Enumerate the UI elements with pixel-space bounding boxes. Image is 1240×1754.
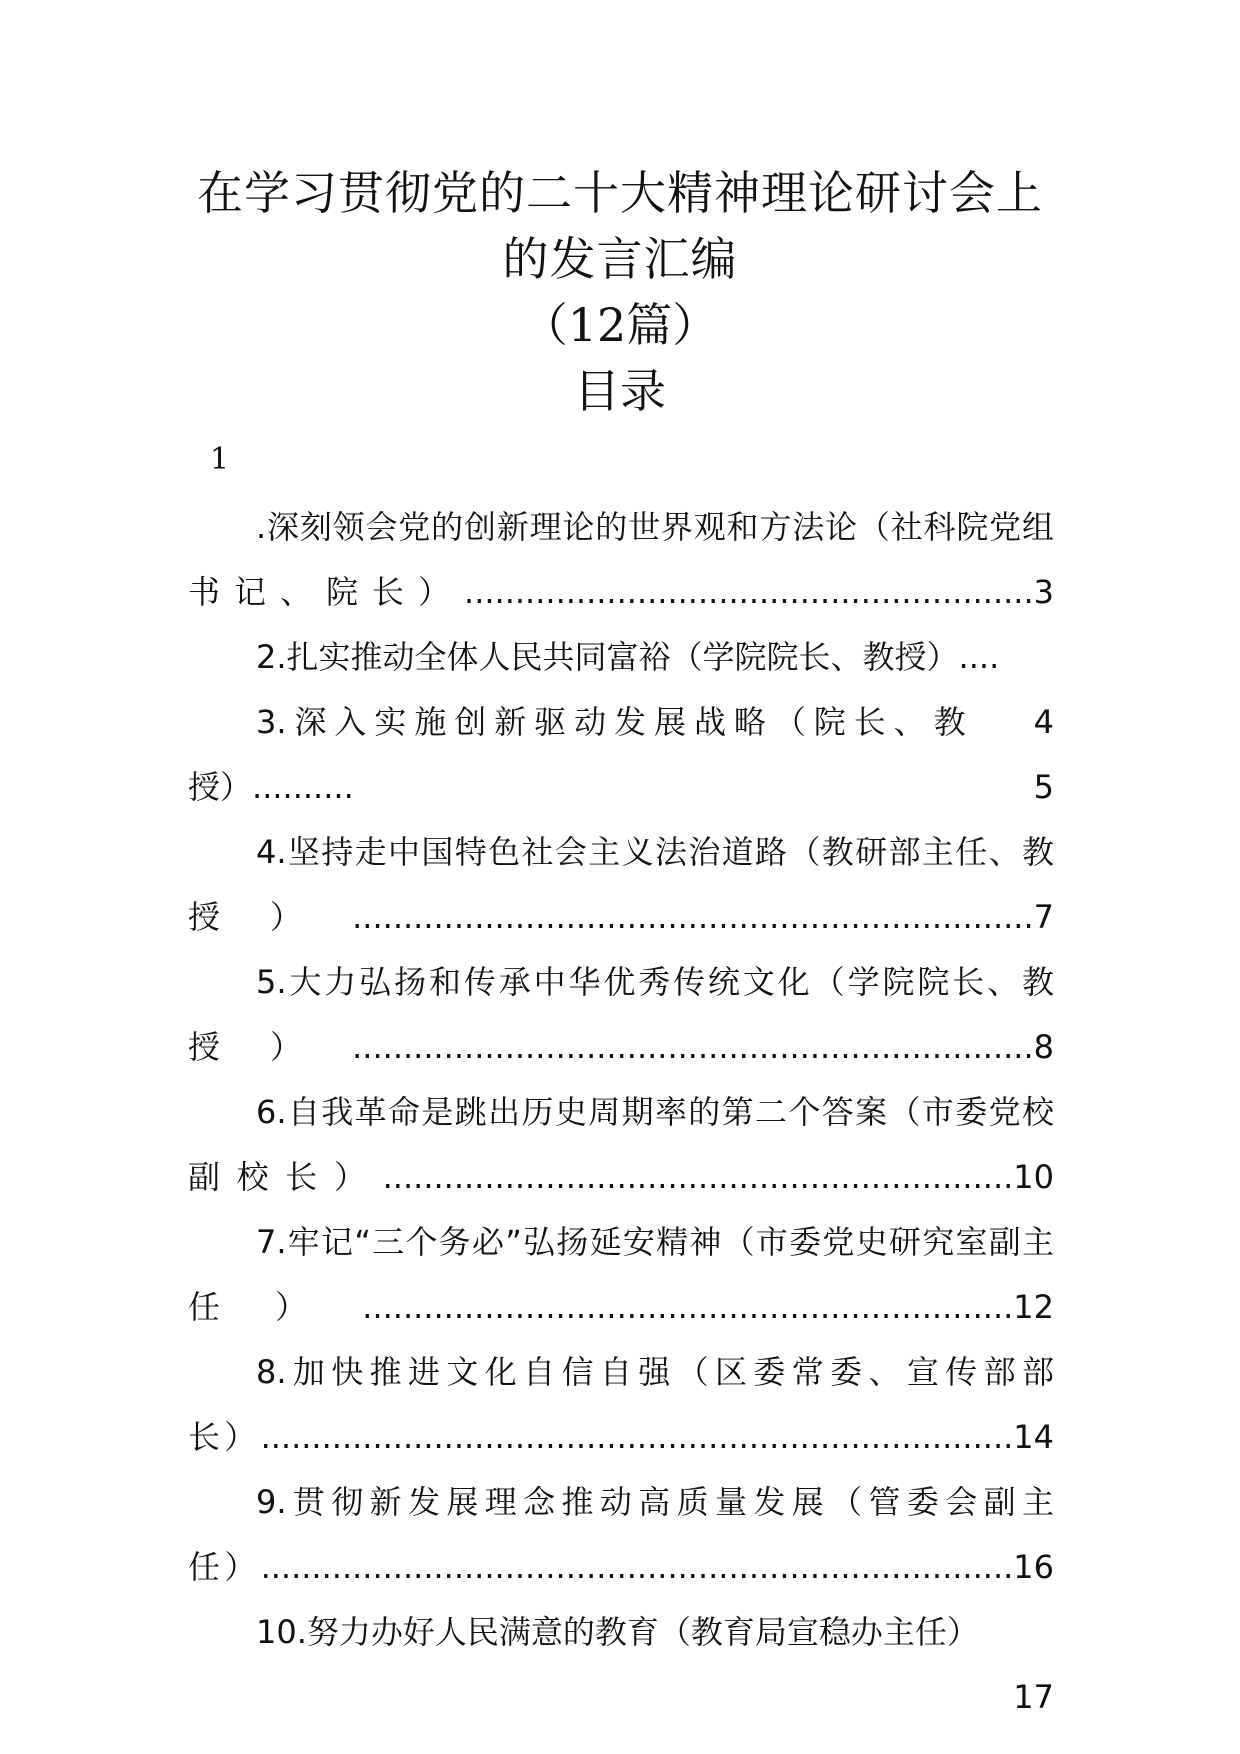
article-count — [0, 292, 1240, 358]
toc-entry-2[interactable]: 2.扎实推动全体人民共同富裕（学院院长、教授）.... 4 — [188, 625, 1054, 690]
table-of-contents — [188, 495, 1054, 1730]
toc-page-number: 3 — [1033, 573, 1054, 611]
toc-page-number: 14 — [1013, 1418, 1054, 1456]
title-block — [0, 160, 1240, 424]
toc-page-number: 10 — [1013, 1158, 1054, 1196]
toc-entry-5[interactable]: 5.大力弘扬和传承中华优秀传统文化（学院院长、教授）...................................................................8 — [188, 963, 1054, 1066]
toc-page-number: 16 — [1013, 1548, 1054, 1586]
toc-entry-10[interactable]: 10.努力办好人民满意的教育（教育局宣稳办主任） 17 — [188, 1600, 1054, 1665]
toc-heading: 目录 — [574, 364, 666, 418]
toc-page-number: 7 — [1033, 898, 1054, 936]
toc-entry-9[interactable]: 9.贯彻新发展理念推动高质量发展（管委会副主任）..........................................................................16 — [188, 1483, 1054, 1586]
toc-entry-4[interactable]: 4.坚持走中国特色社会主义法治道路（教研部主任、教授）...................................................................7 — [188, 833, 1054, 936]
toc-page-number: 4 — [1033, 703, 1054, 741]
toc-page-number: 12 — [1013, 1288, 1054, 1326]
count-open-paren: （ — [521, 298, 568, 352]
toc-page-number: 5 — [1033, 768, 1054, 806]
toc-page-number: 17 — [1013, 1678, 1054, 1716]
toc-entry-6[interactable]: 6.自我革命是跳出历史周期率的第二个答案（市委党校副校长）..............................................................10 — [188, 1093, 1054, 1196]
document-title-line-2: 的发言汇编 — [502, 232, 738, 286]
count-number: 12 — [567, 298, 627, 352]
toc-entry-3[interactable]: 3.深入实施创新驱动发展战略（院长、教授）.......... 5 — [188, 690, 1054, 820]
toc-entry-7[interactable]: 7.牢记“三个务必”弘扬延安精神（市委党史研究室副主任）................................................................12 — [188, 1223, 1054, 1326]
toc-page-number: 8 — [1033, 1028, 1054, 1066]
toc-entry-8[interactable]: 8.加快推进文化自信自强（区委常委、宣传部部长）..........................................................................14 — [188, 1353, 1054, 1456]
document-title-line-1: 在学习贯彻党的二十大精神理论研讨会上 — [197, 166, 1043, 220]
toc-entry-1[interactable]: .深刻领会党的创新理论的世界观和方法论（社科院党组书记、院长）........................................................3 — [188, 508, 1054, 611]
count-unit: 篇） — [626, 298, 719, 352]
stray-page-marker: 1 — [210, 442, 230, 477]
